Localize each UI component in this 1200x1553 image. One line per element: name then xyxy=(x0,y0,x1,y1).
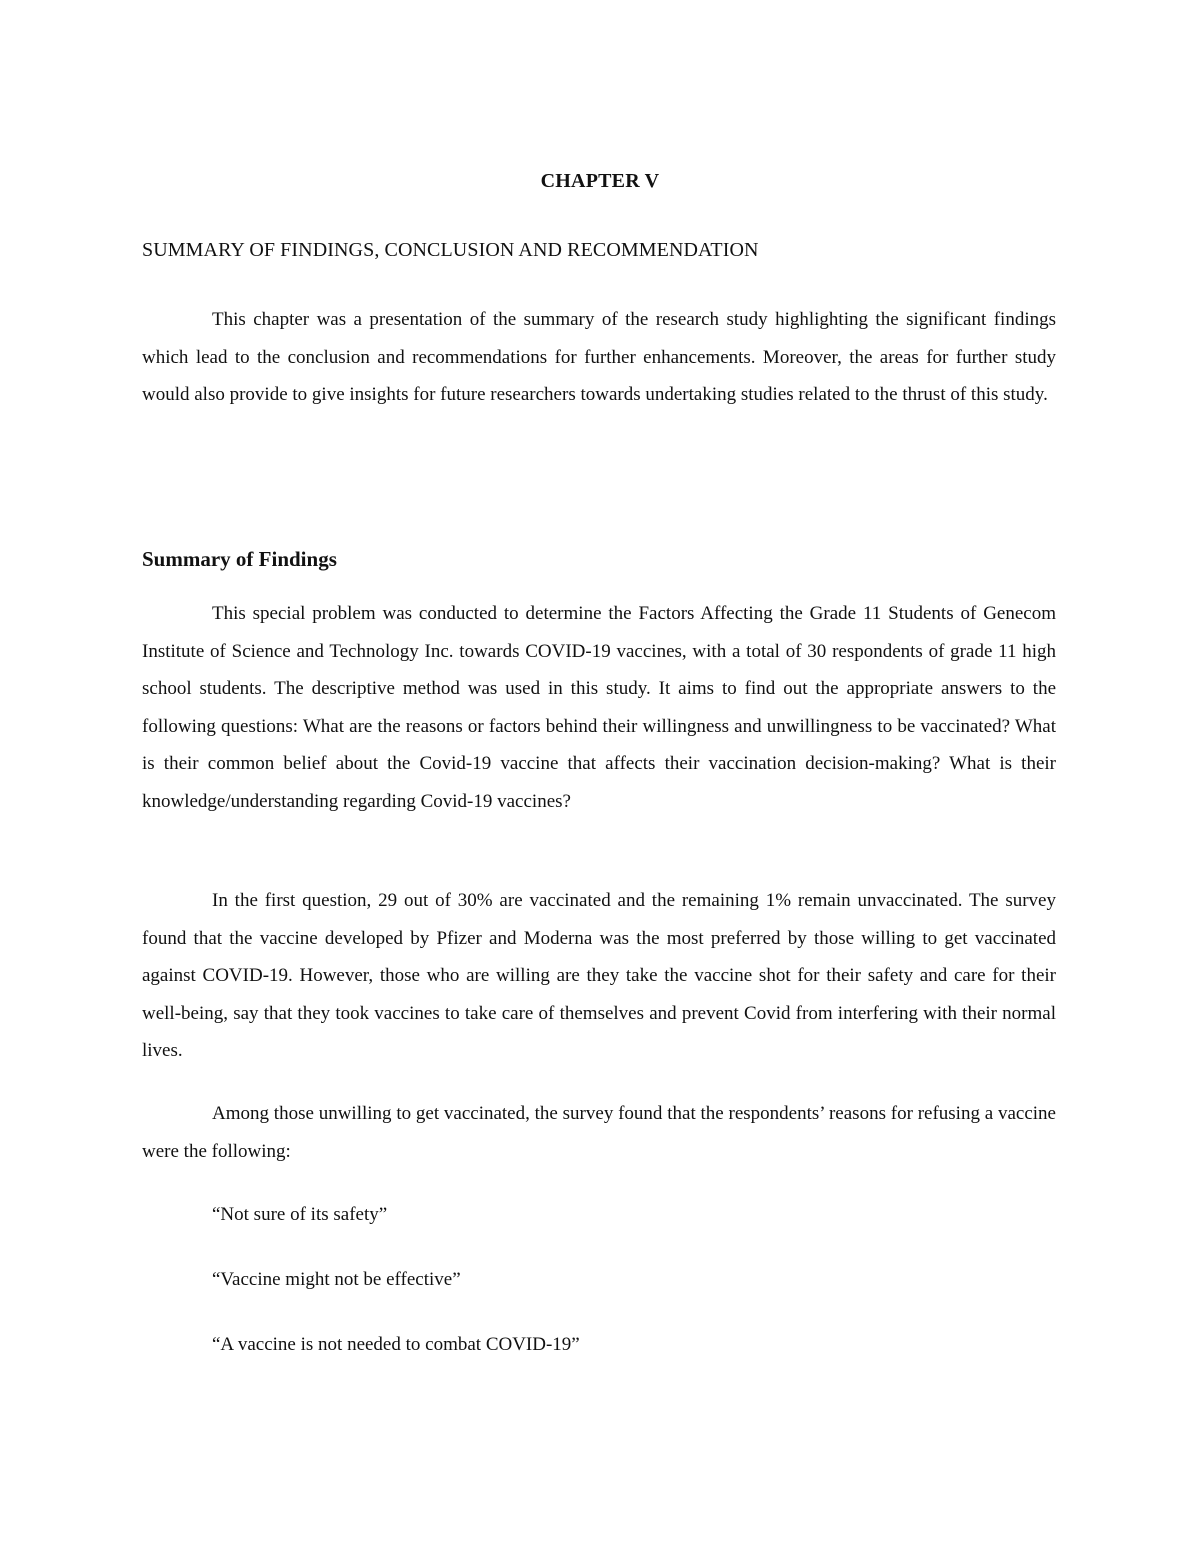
reason-quote: “Not sure of its safety” xyxy=(212,1204,388,1225)
summary-paragraph: This special problem was conducted to determine the Factors Affecting the Grade 11 Students of Genecom Institute of Science and Technology Inc. towards COVID-19 vaccines, with a total of 30 respondents of grade 11 high school students. The descriptive method was used in this study. It aims to find out the appropriate answers to the following questions: What are the reasons or factors behind their willingness and unwillingness to be vaccinated? What is their common belief about the Covid-19 vaccine that affects their vaccination decision-making? What is their knowledge/understanding regarding Covid-19 vaccines? xyxy=(142,603,1056,812)
summary-paragraph: Among those unwilling to get vaccinated, the survey found that the respondents’ reasons for refusing a vaccine were the following: xyxy=(142,1103,1056,1162)
summary-paragraph: In the first question, 29 out of 30% are vaccinated and the remaining 1% remain unvaccinated. The survey found that the vaccine developed by Pfizer and Moderna was the most preferred by those willing to get vaccinated against COVID-19. However, those who are willing are they take the vaccine shot for their safety and care for their well-being, say that they took vaccines to take care of themselves and prevent Covid from interfering with their normal lives. xyxy=(142,890,1056,1062)
chapter-number: CHAPTER V xyxy=(540,170,660,192)
intro-paragraph: This chapter was a presentation of the summary of the research study highlighting the significant findings which lead to the conclusion and recommendations for further enhancements. Moreover, the areas for further study would also provide to give insights for future researchers towards undertaking studies related to the thrust of this study. xyxy=(142,309,1056,406)
reason-quote: “A vaccine is not needed to combat COVID-19” xyxy=(212,1334,580,1355)
chapter-title: SUMMARY OF FINDINGS, CONCLUSION AND RECOMMENDATION xyxy=(142,239,759,261)
reason-quote: “Vaccine might not be effective” xyxy=(212,1269,461,1290)
section-heading-summary: Summary of Findings xyxy=(142,547,337,571)
